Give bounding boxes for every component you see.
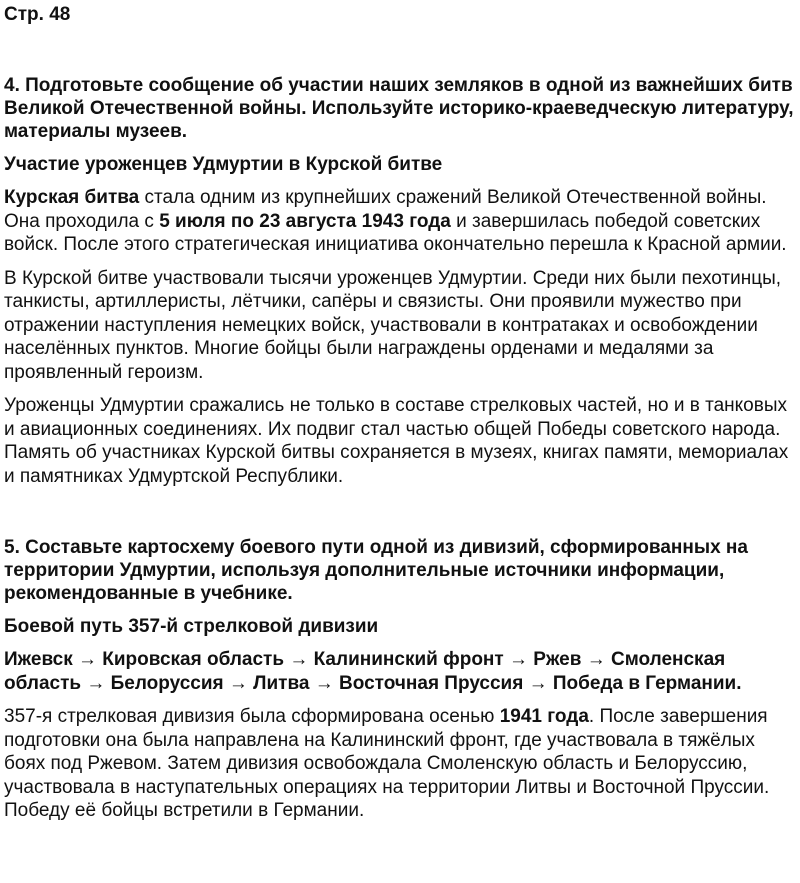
formation-year: 1941 года [499,706,589,727]
paragraph-text: 357-я стрелковая дивизия была сформирована осенью [4,706,500,727]
task-5-subtitle: Боевой путь 357-й стрелковой дивизии [4,616,379,637]
division-route: Ижевск → Кировская область → Калининский фронт → Ржев → Смоленская область → Белоруссия → Литва → Восточная Пруссия → Победа в Германии. [4,649,742,694]
task-4-paragraph-1 [4,186,796,257]
battle-dates: 5 июля по 23 августа 1943 года [159,210,451,232]
task-5-paragraph-1 [4,705,796,823]
term-kursk-battle: Курская битва [4,187,140,208]
paragraph-text: . После завершения подготовки она была направлена на Калининский фронт, где участвовала в тяжёлых боях под Ржевом. Затем дивизия освобождала Смоленскую область и Белоруссию, участвовала в наступательных операциях на территории Литвы и Восточной Пруссии. Победу её бойцы встретили в Германии. [4,706,770,821]
page-number: Стр. 48 [4,4,71,25]
task-4-paragraph-2: В Курской битве участвовали тысячи уроженцев Удмуртии. Среди них были пехотинцы, танкисты, артиллеристы, лётчики, сапёры и связисты. Они проявили мужество при отражении наступления немецких войск, участвовали в контратаках и освобождении населённых пунктов. Многие бойцы были награждены орденами и медалями за проявленный героизм. [4,267,782,383]
task-4-subtitle: Участие уроженцев Удмуртии в Курской битве [4,154,443,175]
task-4-paragraph-3: Уроженцы Удмуртии сражались не только в составе стрелковых частей, но и в танковых и авиационных соединениях. Их подвиг стал частью общей Победы советского народа. Память об участниках Курской битвы сохраняется в музеях, книгах памяти, мемориалах и памятниках Удмуртской Республики. [4,395,789,487]
document-page [0,3,800,883]
paragraph-text: стала одним из крупнейших сражений Великой Отечественной войны. Она проходила с [4,187,767,232]
paragraph-text: и завершилась победой советских войск. После этого стратегическая инициатива окончательно перешла к Красной армии. [4,210,787,255]
task-5-title: 5. Составьте картосхему боевого пути одной из дивизий, сформированных на территории Удмуртии, используя дополнительные источники информации, рекомендованные в учебнике. [4,537,748,604]
task-4-title: 4. Подготовьте сообщение об участии наших земляков в одной из важнейших битв Великой Отечественной войны. Используйте историко-краеведческую литературу, материалы музеев. [4,75,794,142]
